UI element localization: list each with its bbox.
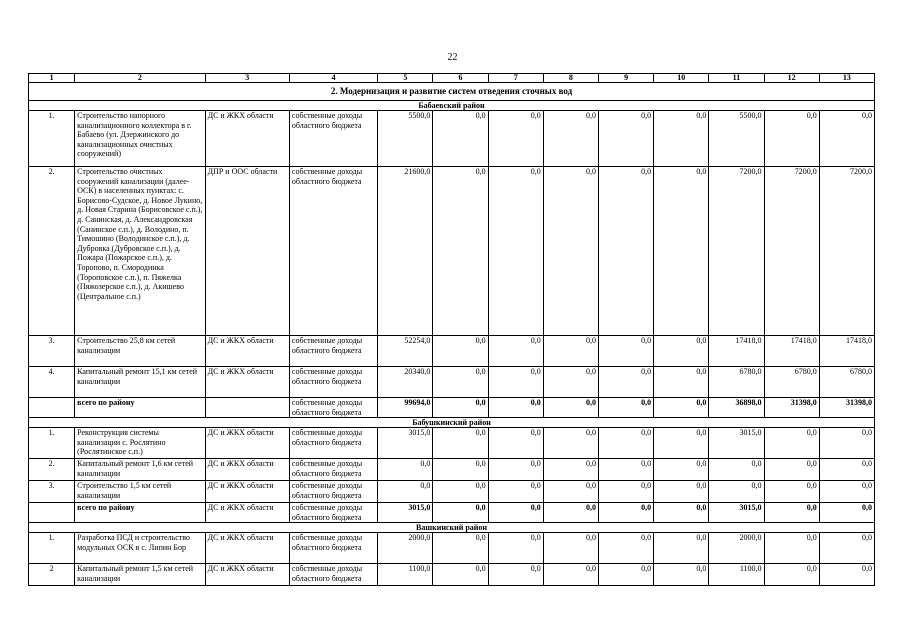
amount-cell: 0,0 (488, 336, 543, 367)
executor: ДС и ЖКХ области (205, 428, 289, 459)
amount-cell: 0,0 (543, 428, 598, 459)
funding-source: собственные доходы областного бюджета (289, 564, 377, 586)
amount-cell: 0,0 (709, 459, 764, 481)
amount-cell: 0,0 (543, 336, 598, 367)
row-number: 1. (29, 428, 75, 459)
measure-name: Разработка ПСД и строительство модульных ОСК в с. Липин Бор (75, 533, 205, 564)
amount-cell: 3015,0 (378, 503, 433, 523)
amount-cell: 0,0 (378, 459, 433, 481)
amount-cell: 0,0 (433, 398, 488, 418)
amount-cell: 0,0 (433, 564, 488, 586)
row-number (29, 398, 75, 418)
executor (205, 398, 289, 418)
amount-cell: 0,0 (764, 481, 819, 503)
amount-cell: 0,0 (598, 167, 653, 336)
table-row (29, 481, 875, 503)
row-number: 2 (29, 564, 75, 586)
amount-cell: 6780,0 (709, 367, 764, 398)
amount-cell: 2000,0 (709, 533, 764, 564)
table-row (29, 459, 875, 481)
column-header: 9 (598, 74, 653, 83)
amount-cell: 1100,0 (378, 564, 433, 586)
amount-cell: 0,0 (543, 111, 598, 167)
row-number: 1. (29, 111, 75, 167)
amount-cell: 0,0 (488, 533, 543, 564)
amount-cell: 7200,0 (709, 167, 764, 336)
amount-cell: 0,0 (488, 167, 543, 336)
amount-cell: 0,0 (433, 167, 488, 336)
executor: ДС и ЖКХ области (205, 111, 289, 167)
measure-name: всего по району (75, 398, 205, 418)
funding-source: собственные доходы областного бюджета (289, 533, 377, 564)
amount-cell: 0,0 (764, 459, 819, 481)
section-title: 2. Модернизация и развитие систем отведения сточных вод (29, 83, 875, 101)
funding-source: собственные доходы областного бюджета (289, 481, 377, 503)
amount-cell: 0,0 (543, 459, 598, 481)
amount-cell: 0,0 (819, 459, 874, 481)
table-row (29, 336, 875, 367)
row-number: 1. (29, 533, 75, 564)
executor: ДС и ЖКХ области (205, 336, 289, 367)
executor: ДС и ЖКХ области (205, 367, 289, 398)
amount-cell: 0,0 (764, 503, 819, 523)
column-header: 2 (75, 74, 205, 83)
column-header: 3 (205, 74, 289, 83)
amount-cell: 0,0 (819, 481, 874, 503)
amount-cell: 20340,0 (378, 367, 433, 398)
amount-cell: 31398,0 (819, 398, 874, 418)
amount-cell: 2000,0 (378, 533, 433, 564)
measure-name: Строительство 1,5 км сетей канализации (75, 481, 205, 503)
amount-cell: 0,0 (819, 564, 874, 586)
amount-cell: 0,0 (378, 481, 433, 503)
table-row (29, 428, 875, 459)
amount-cell: 0,0 (598, 459, 653, 481)
amount-cell: 36898,0 (709, 398, 764, 418)
amount-cell: 3015,0 (378, 428, 433, 459)
district-name: Вашкинский район (29, 523, 875, 533)
header-row (29, 74, 875, 83)
amount-cell: 0,0 (764, 428, 819, 459)
amount-cell: 0,0 (654, 167, 709, 336)
amount-cell: 5500,0 (378, 111, 433, 167)
amount-cell: 0,0 (488, 398, 543, 418)
district-header-row (29, 523, 875, 533)
amount-cell: 0,0 (598, 564, 653, 586)
amount-cell: 0,0 (654, 459, 709, 481)
budget-table (28, 73, 875, 586)
table-body (29, 74, 875, 586)
column-header: 12 (764, 74, 819, 83)
row-number: 3. (29, 336, 75, 367)
amount-cell: 0,0 (488, 564, 543, 586)
amount-cell: 5500,0 (709, 111, 764, 167)
column-header: 11 (709, 74, 764, 83)
district-name: Бабаевский район (29, 101, 875, 111)
column-header: 7 (488, 74, 543, 83)
amount-cell: 52254,0 (378, 336, 433, 367)
amount-cell: 0,0 (543, 167, 598, 336)
column-header: 8 (543, 74, 598, 83)
amount-cell: 0,0 (598, 503, 653, 523)
executor: ДС и ЖКХ области (205, 503, 289, 523)
funding-source: собственные доходы областного бюджета (289, 111, 377, 167)
column-header: 13 (819, 74, 874, 83)
amount-cell: 0,0 (488, 481, 543, 503)
table-row (29, 533, 875, 564)
funding-source: собственные доходы областного бюджета (289, 167, 377, 336)
amount-cell: 0,0 (543, 564, 598, 586)
funding-source: собственные доходы областного бюджета (289, 336, 377, 367)
column-header: 10 (654, 74, 709, 83)
executor: ДС и ЖКХ области (205, 459, 289, 481)
amount-cell: 0,0 (819, 503, 874, 523)
amount-cell: 0,0 (488, 503, 543, 523)
amount-cell: 0,0 (709, 481, 764, 503)
amount-cell: 0,0 (543, 398, 598, 418)
measure-name: Строительство напорного канализационного коллектора в г. Бабаево (ул. Дзержинского до канализационных очистных сооружений) (75, 111, 205, 167)
amount-cell: 3015,0 (709, 428, 764, 459)
district-total-row (29, 503, 875, 523)
amount-cell: 0,0 (433, 336, 488, 367)
amount-cell: 0,0 (654, 564, 709, 586)
page-number: 22 (447, 52, 458, 63)
amount-cell: 7200,0 (764, 167, 819, 336)
funding-source: собственные доходы областного бюджета (289, 398, 377, 418)
amount-cell: 0,0 (598, 111, 653, 167)
district-name: Бабушкинский район (29, 418, 875, 428)
amount-cell: 7200,0 (819, 167, 874, 336)
amount-cell: 99694,0 (378, 398, 433, 418)
amount-cell: 0,0 (543, 367, 598, 398)
amount-cell: 0,0 (654, 398, 709, 418)
amount-cell: 0,0 (598, 533, 653, 564)
amount-cell: 0,0 (764, 533, 819, 564)
table-row (29, 564, 875, 586)
district-header-row (29, 101, 875, 111)
row-number: 4. (29, 367, 75, 398)
amount-cell: 0,0 (433, 459, 488, 481)
amount-cell: 0,0 (433, 533, 488, 564)
amount-cell: 0,0 (433, 111, 488, 167)
funding-source: собственные доходы областного бюджета (289, 459, 377, 481)
district-header-row (29, 418, 875, 428)
amount-cell: 17418,0 (764, 336, 819, 367)
column-header: 1 (29, 74, 75, 83)
row-number (29, 503, 75, 523)
funding-source: собственные доходы областного бюджета (289, 367, 377, 398)
amount-cell: 0,0 (764, 111, 819, 167)
amount-cell: 0,0 (543, 481, 598, 503)
amount-cell: 17418,0 (819, 336, 874, 367)
executor: ДПР и ООС области (205, 167, 289, 336)
executor: ДС и ЖКХ области (205, 481, 289, 503)
table-row (29, 367, 875, 398)
amount-cell: 6780,0 (819, 367, 874, 398)
section-title-row (29, 83, 875, 101)
measure-name: Капитальный ремонт 1,6 км сетей канализации (75, 459, 205, 481)
amount-cell: 0,0 (654, 428, 709, 459)
funding-source: собственные доходы областного бюджета (289, 503, 377, 523)
row-number: 2. (29, 459, 75, 481)
funding-source: собственные доходы областного бюджета (289, 428, 377, 459)
amount-cell: 0,0 (654, 111, 709, 167)
amount-cell: 0,0 (764, 564, 819, 586)
district-total-row (29, 398, 875, 418)
executor: ДС и ЖКХ области (205, 564, 289, 586)
amount-cell: 0,0 (598, 367, 653, 398)
amount-cell: 0,0 (654, 336, 709, 367)
amount-cell: 0,0 (598, 481, 653, 503)
amount-cell: 0,0 (654, 503, 709, 523)
column-header: 5 (378, 74, 433, 83)
column-header: 4 (289, 74, 377, 83)
amount-cell: 1100,0 (709, 564, 764, 586)
amount-cell: 0,0 (433, 367, 488, 398)
measure-name: Капитальный ремонт 15,1 км сетей канализации (75, 367, 205, 398)
column-header: 6 (433, 74, 488, 83)
amount-cell: 0,0 (488, 367, 543, 398)
amount-cell: 0,0 (433, 428, 488, 459)
measure-name: Реконструкция системы канализации с. Рослятино (Рослятинское с.п.) (75, 428, 205, 459)
measure-name: Строительство 25,8 км сетей канализации (75, 336, 205, 367)
measure-name: всего по району (75, 503, 205, 523)
amount-cell: 3015,0 (709, 503, 764, 523)
executor: ДС и ЖКХ области (205, 533, 289, 564)
amount-cell: 0,0 (819, 533, 874, 564)
row-number: 3. (29, 481, 75, 503)
amount-cell: 0,0 (819, 428, 874, 459)
amount-cell: 0,0 (819, 111, 874, 167)
amount-cell: 0,0 (488, 428, 543, 459)
amount-cell: 0,0 (654, 481, 709, 503)
amount-cell: 31398,0 (764, 398, 819, 418)
amount-cell: 0,0 (654, 367, 709, 398)
amount-cell: 0,0 (543, 533, 598, 564)
measure-name: Капитальный ремонт 1,5 км сетей канализации (75, 564, 205, 586)
amount-cell: 17418,0 (709, 336, 764, 367)
amount-cell: 21600,0 (378, 167, 433, 336)
amount-cell: 0,0 (598, 336, 653, 367)
amount-cell: 0,0 (598, 428, 653, 459)
amount-cell: 0,0 (488, 111, 543, 167)
amount-cell: 0,0 (598, 398, 653, 418)
table-row (29, 111, 875, 167)
row-number: 2. (29, 167, 75, 336)
table-row (29, 167, 875, 336)
amount-cell: 0,0 (654, 533, 709, 564)
amount-cell: 6780,0 (764, 367, 819, 398)
amount-cell: 0,0 (433, 503, 488, 523)
amount-cell: 0,0 (488, 459, 543, 481)
amount-cell: 0,0 (543, 503, 598, 523)
measure-name: Строительство очистных сооружений канализации (далее-ОСК) в населенных пунктах: с. Борисово-Судское, д. Новое Лукино, д. Новая Старина (Борисовское с.п.), д. Санинская, д. Александровская (Санинское с.п.), д. Володино, п. Тимошино (Володинское с.п.), д. Дубровка (Дубровское с.п.), д. Пожара (Пожарское с.п.), д. Торопово, п. Смородинка (Тороповское с.п.), п. Пяжелка (Пяжозерское с.п.), д. Акишево (Центральное с.п.) (75, 167, 205, 336)
amount-cell: 0,0 (433, 481, 488, 503)
